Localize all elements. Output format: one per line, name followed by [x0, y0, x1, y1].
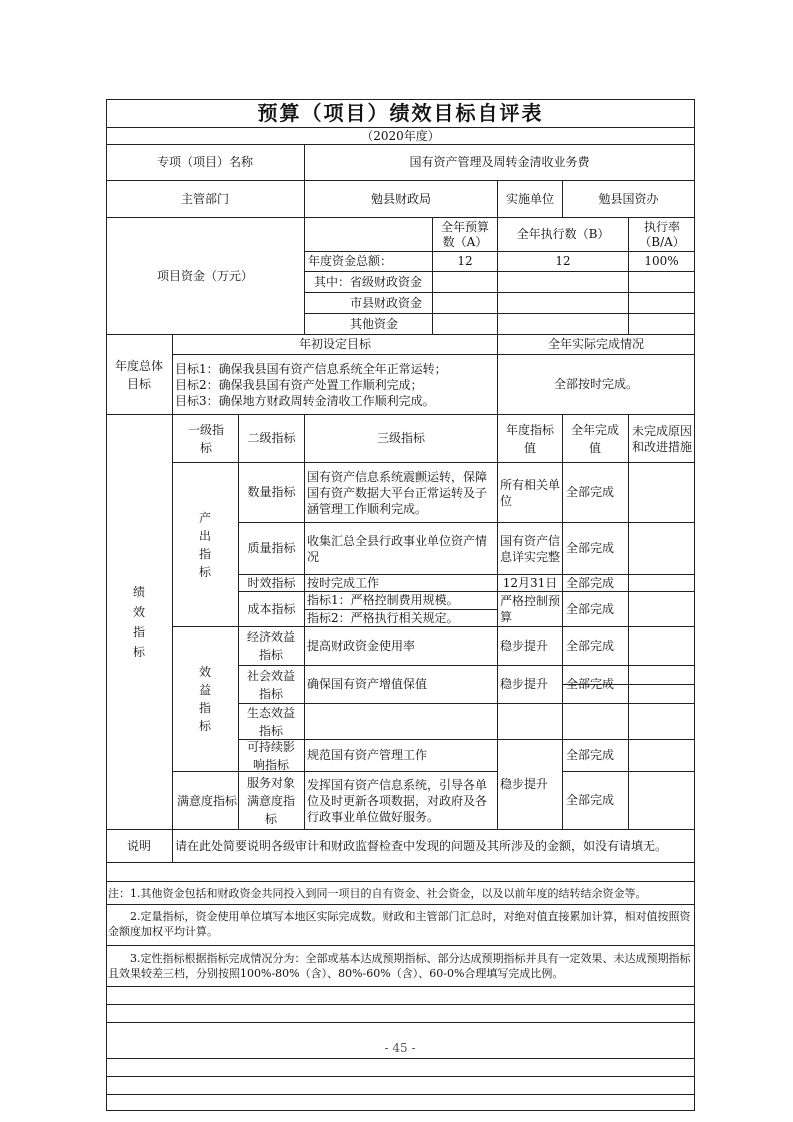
- ecological-done: [566, 704, 628, 739]
- social-l3: 确保国有资产增值保值: [307, 677, 428, 691]
- quality-target: 国有资产信息详实完整: [500, 533, 561, 564]
- cost-l3: 指标1：严格控制费用规模。: [307, 593, 459, 607]
- rule: [106, 1076, 695, 1077]
- cost-l3: 指标2：严格执行相关规定。: [307, 610, 459, 625]
- funds-row-exec: [498, 272, 628, 292]
- funds-row-rate: [629, 314, 694, 334]
- funds-row-label: 其中：省级财政资金: [314, 274, 423, 289]
- note-3: 3.定性指标根据指标完成情况分为：全部或基本达成预期指标、部分达成预期指标并具有一定效果、未达成预期指标且效果较差三档，分别按照100%-80%（含）、80%-60%（含）、60-0%合理填写完成比例。: [108, 952, 691, 980]
- benefit-indicators-label: 效益指标: [198, 665, 211, 733]
- header-target: 年度指标值: [505, 422, 554, 455]
- remarks-text: 请在此处简要说明各级审计和财政监督检查中发现的问题及其所涉及的金额，如没有请填无。: [175, 838, 668, 853]
- quantity-l3: 国有资产信息系统震颤运转，保障国有资产数据大平台正常运转及子涵管理工作顺利完成。: [307, 469, 488, 516]
- page-title: 预算（项目）绩效目标自评表: [257, 101, 544, 125]
- col-budget-header: 全年预算数（A）: [440, 219, 489, 249]
- timeliness-l3: 按时完成工作: [307, 575, 380, 590]
- quality-l2: 质量指标: [247, 541, 296, 555]
- rule: [497, 414, 498, 829]
- page-number: - 45 -: [360, 1040, 440, 1056]
- quantity-l2: 数量指标: [247, 485, 296, 499]
- rule: [106, 945, 695, 946]
- project-name-label: 专项（项目）名称: [156, 155, 253, 169]
- funds-row-rate: [629, 293, 694, 313]
- remarks-label: 说明: [126, 838, 151, 853]
- funds-row-label: 其他资金: [350, 316, 399, 331]
- rule: [106, 1004, 695, 1005]
- col-rate-header: 执行率（B/A）: [639, 219, 685, 249]
- rule: [106, 904, 695, 905]
- ecological-target: [500, 704, 560, 739]
- impl-unit-value: 勉县国资办: [598, 191, 659, 206]
- goals-actual-header: 全年实际完成情况: [547, 337, 644, 351]
- header-done: 全年完成值: [570, 422, 619, 455]
- indicators-label: 绩效指标: [132, 585, 145, 659]
- year-label: （2020年度）: [361, 128, 440, 143]
- economic-l3: 提高财政资金使用率: [307, 638, 416, 653]
- sustainable-done: 全部完成: [566, 748, 615, 762]
- rule: [106, 1110, 695, 1111]
- ecological-l2: 生态效益指标: [246, 705, 295, 738]
- cost-l2: 成本指标: [247, 601, 296, 616]
- note-1: 注：1.其他资金包括和财政资金共同投入到同一项目的自有资金、社会资金，以及以前年度的结转结余资金等。: [108, 886, 647, 900]
- funds-row-exec: [498, 293, 628, 313]
- dept-value: 勉县财政局: [370, 191, 431, 206]
- quantity-done: 全部完成: [566, 485, 615, 499]
- economic-done: 全部完成: [566, 638, 615, 653]
- funds-row-label: 市县财政资金: [350, 295, 423, 310]
- rule: [562, 414, 563, 829]
- funds-row-budget: [433, 314, 497, 334]
- economic-l2: 经济效益指标: [246, 630, 295, 662]
- goal-item: 目标2：确保我县国有资产处置工作顺利完成；: [175, 378, 423, 392]
- rule: [106, 986, 695, 987]
- header-reason: 未完成原因和改进措施: [632, 423, 693, 454]
- rule: [304, 414, 305, 829]
- funds-row-rate: 100%: [644, 254, 679, 268]
- rule-right: [694, 99, 695, 1111]
- col-exec-header: 全年执行数（B）: [516, 227, 610, 241]
- dept-label: 主管部门: [180, 191, 229, 206]
- timeliness-l2: 时效指标: [247, 575, 296, 590]
- rule: [106, 1022, 695, 1023]
- header-level3: 三级指标: [376, 431, 425, 445]
- goal-item: 目标3：确保地方财政周转金清收工作顺利完成。: [175, 394, 435, 408]
- social-l2: 社会效益指标: [246, 668, 295, 701]
- funds-row-exec: [498, 314, 628, 334]
- note-2: 2.定量指标，资金使用单位填写本地区实际完成数。财政和主管部门汇总时，对绝对值直接累加计算，相对值按照资金额度加权平均计算。: [108, 910, 691, 938]
- goals-actual: 全部按时完成。: [553, 377, 638, 391]
- quality-l3: 收集汇总全县行政事业单位资产情况: [307, 533, 488, 564]
- header-level2: 二级指标: [247, 431, 296, 445]
- funds-row-exec: 12: [555, 254, 571, 268]
- economic-target: 稳步提升: [500, 638, 549, 653]
- rule: [106, 862, 695, 863]
- goals-set-header: 年初设定目标: [298, 337, 371, 351]
- rule: [628, 414, 629, 829]
- header-level1: 一级指标: [188, 422, 225, 455]
- sustainable-l3: 规范国有资产管理工作: [307, 748, 428, 762]
- funds-row-budget: 12: [457, 254, 473, 268]
- rule: [106, 1058, 695, 1059]
- quality-done: 全部完成: [566, 541, 615, 555]
- social-target: 稳步提升: [500, 677, 549, 691]
- funds-row-budget: [433, 272, 497, 292]
- rule: [172, 334, 173, 862]
- timeliness-done: 全部完成: [566, 575, 615, 590]
- rule: [106, 1094, 695, 1095]
- output-indicators-label: 产出指标: [198, 510, 211, 579]
- ecological-l3: [307, 704, 495, 739]
- project-name-value: 国有资产管理及周转金清收业务费: [409, 155, 590, 169]
- satisfaction-target: 稳步提升: [500, 777, 549, 791]
- funds-label: 项目资金（万元）: [156, 268, 253, 283]
- sustainable-l2: 可持续影响指标: [246, 739, 295, 772]
- cost-done: 全部完成: [566, 601, 615, 616]
- timeliness-target: 12月31日: [502, 575, 558, 590]
- satisfaction-done: 全部完成: [566, 793, 615, 807]
- cost-target: 严格控制预算: [500, 594, 561, 624]
- goal-item: 目标1：确保我县国有资产信息系统全年正常运转；: [175, 362, 447, 376]
- satisfaction-l3: 发挥国有资产信息系统，引导各单位及时更新各项数据，对政府及各行政事业单位做好服务。: [307, 777, 488, 824]
- funds-row-rate: [629, 272, 694, 292]
- quantity-target: 所有相关单位: [500, 477, 561, 508]
- satisfaction-l2: 服务对象满意度指标: [246, 775, 295, 826]
- impl-unit-label: 实施单位: [505, 191, 554, 206]
- satisfaction-indicators-label: 满意度指标: [177, 793, 238, 808]
- funds-row-budget: [433, 293, 497, 313]
- social-done: 全部完成: [566, 677, 615, 691]
- funds-row-label: 年度资金总额：: [308, 254, 393, 268]
- goals-label: 年度总体目标: [114, 358, 163, 391]
